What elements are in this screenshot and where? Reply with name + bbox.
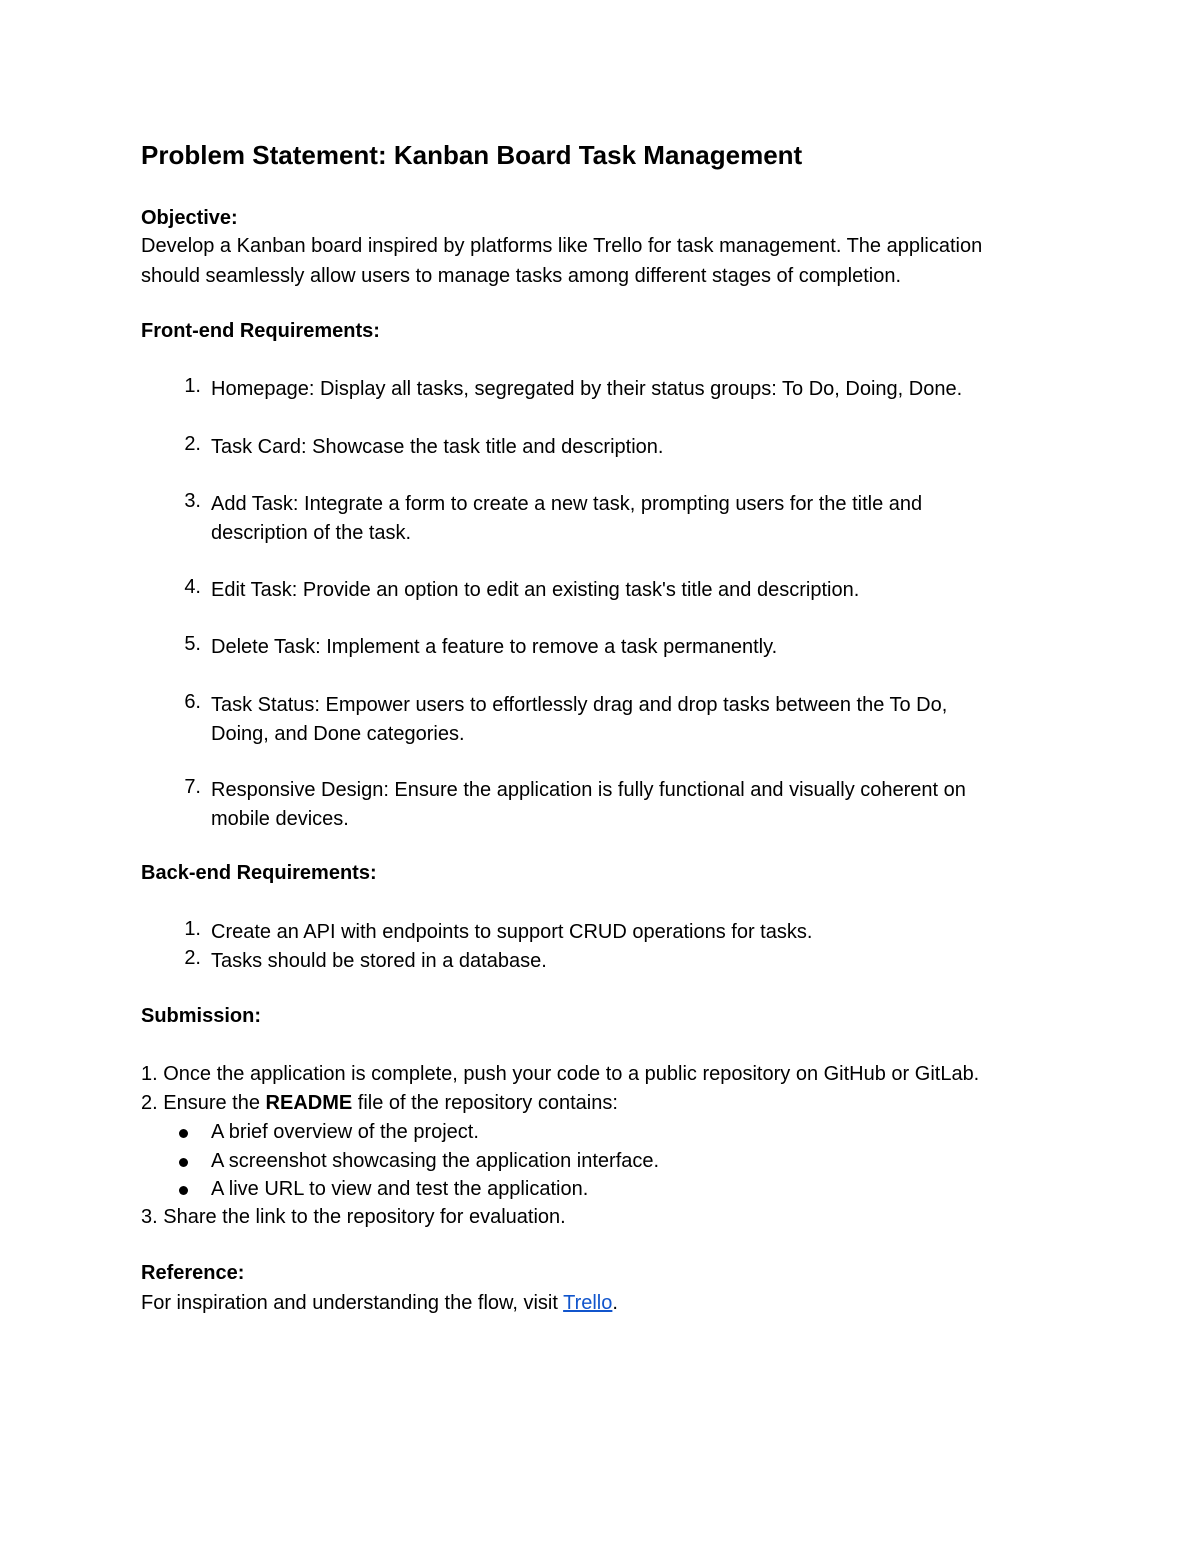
list-item-text: Responsive Design: Ensure the application is fully functional and visually coherent on [211, 779, 966, 801]
document-title: Problem Statement: Kanban Board Task Management [141, 140, 803, 170]
reference-text [141, 1289, 618, 1318]
submission-heading: Submission: [141, 1005, 262, 1027]
list-item-number: 2. [184, 433, 201, 455]
list-item-number: 3. [184, 490, 201, 512]
list-item-text: A live URL to view and test the application. [211, 1178, 589, 1200]
list-item-text: Create an API with endpoints to support CRUD operations for tasks. [211, 921, 813, 943]
list-item-text-continued: Doing, and Done categories. [211, 723, 465, 745]
list-item-text: Task Card: Showcase the task title and description. [211, 436, 664, 458]
bullet-icon [179, 1186, 188, 1195]
reference-heading: Reference: [141, 1262, 245, 1284]
reference-text-suffix: . [612, 1292, 618, 1314]
submission-step-1: 1. Once the application is complete, push your code to a public repository on GitHub or GitLab. [141, 1063, 980, 1085]
list-item-number: 7. [184, 776, 201, 798]
list-item-number: 2. [184, 947, 201, 969]
list-item-number: 6. [184, 691, 201, 713]
readme-label: README [265, 1092, 353, 1114]
list-item-text-continued: mobile devices. [211, 808, 349, 830]
list-item-text: Homepage: Display all tasks, segregated by their status groups: To Do, Doing, Done. [211, 378, 963, 400]
list-item-text: Task Status: Empower users to effortlessly drag and drop tasks between the To Do, [211, 694, 948, 716]
bullet-icon [179, 1129, 188, 1138]
frontend-heading: Front-end Requirements: [141, 320, 380, 342]
submission-step-2-prefix: 2. Ensure the [141, 1092, 266, 1114]
list-item-text: Add Task: Integrate a form to create a new task, prompting users for the title and [211, 493, 923, 515]
objective-line-2: should seamlessly allow users to manage tasks among different stages of completion. [141, 265, 902, 287]
list-item-text-continued: description of the task. [211, 522, 412, 544]
list-item-number: 1. [184, 918, 201, 940]
list-item-text: A screenshot showcasing the application interface. [211, 1150, 660, 1172]
objective-heading: Objective: [141, 207, 238, 229]
submission-step-2-suffix: file of the repository contains: [352, 1092, 618, 1114]
list-item-text: Tasks should be stored in a database. [211, 950, 547, 972]
trello-link[interactable]: Trello [563, 1292, 613, 1314]
bullet-icon [179, 1158, 188, 1167]
list-item-number: 5. [184, 633, 201, 655]
list-item-number: 1. [184, 375, 201, 397]
backend-heading: Back-end Requirements: [141, 862, 377, 884]
reference-text-prefix: For inspiration and understanding the flow, visit [141, 1292, 564, 1314]
submission-step-3: 3. Share the link to the repository for evaluation. [141, 1206, 566, 1228]
list-item-text: Edit Task: Provide an option to edit an existing task's title and description. [211, 579, 860, 601]
submission-step-2 [141, 1089, 618, 1118]
objective-line-1: Develop a Kanban board inspired by platforms like Trello for task management. The application [141, 235, 983, 257]
list-item-text: Delete Task: Implement a feature to remove a task permanently. [211, 636, 778, 658]
list-item-number: 4. [184, 576, 201, 598]
list-item-text: A brief overview of the project. [211, 1121, 479, 1143]
